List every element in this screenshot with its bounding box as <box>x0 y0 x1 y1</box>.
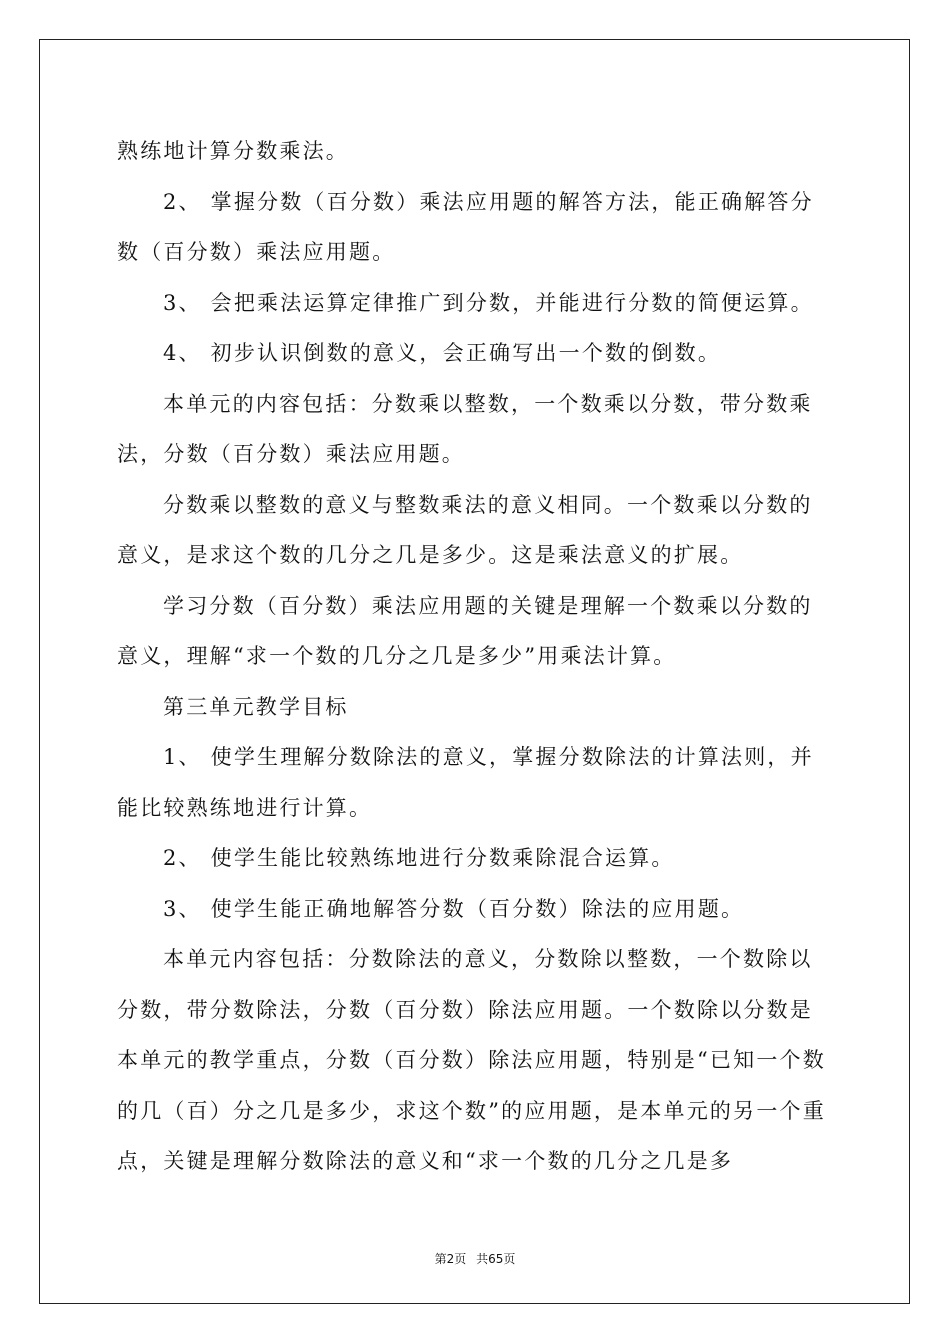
paragraph: 本单元内容包括：分数除法的意义，分数除以整数，一个数除以分数，带分数除法，分数（百分数）除法应用题。一个数除以分数是本单元的教学重点，分数（百分数）除法应用题，特别是“已知一个数的几（百）分之几是多少，求这个数”的应用题，是本单元的另一个重点，关键是理解分数除法的意义和“求一个数的几分之几是多 <box>117 947 826 1173</box>
paragraph: 分数乘以整数的意义与整数乘法的意义相同。一个数乘以分数的意义，是求这个数的几分之几是多少。这是乘法意义的扩展。 <box>117 492 813 567</box>
paragraph: 本单元的内容包括：分数乘以整数，一个数乘以分数，带分数乘法，分数（百分数）乘法应用题。 <box>117 391 813 466</box>
page-total: 共65页 <box>476 1252 516 1266</box>
paragraph: 3、 会把乘法运算定律推广到分数，并能进行分数的简便运算。 <box>163 290 814 315</box>
section-heading: 第三单元教学目标 <box>163 694 349 719</box>
paragraph: 学习分数（百分数）乘法应用题的关键是理解一个数乘以分数的意义，理解“求一个数的几分之几是多少”用乘法计算。 <box>117 593 813 668</box>
paragraph: 2、 使学生能比较熟练地进行分数乘除混合运算。 <box>163 846 675 870</box>
paragraph: 4、 初步认识倒数的意义，会正确写出一个数的倒数。 <box>163 341 722 365</box>
page-number: 第2页 <box>434 1252 467 1266</box>
document-body <box>117 126 833 1187</box>
paragraph: 熟练地计算分数乘法。 <box>117 139 349 163</box>
paragraph: 3、 使学生能正确地解答分数（百分数）除法的应用题。 <box>163 896 745 921</box>
page-footer <box>0 1250 950 1267</box>
paragraph: 2、 掌握分数（百分数）乘法应用题的解答方法，能正确解答分数（百分数）乘法应用题。 <box>117 189 814 264</box>
paragraph: 1、 使学生理解分数除法的意义，掌握分数除法的计算法则，并能比较熟练地进行计算。 <box>117 745 814 820</box>
